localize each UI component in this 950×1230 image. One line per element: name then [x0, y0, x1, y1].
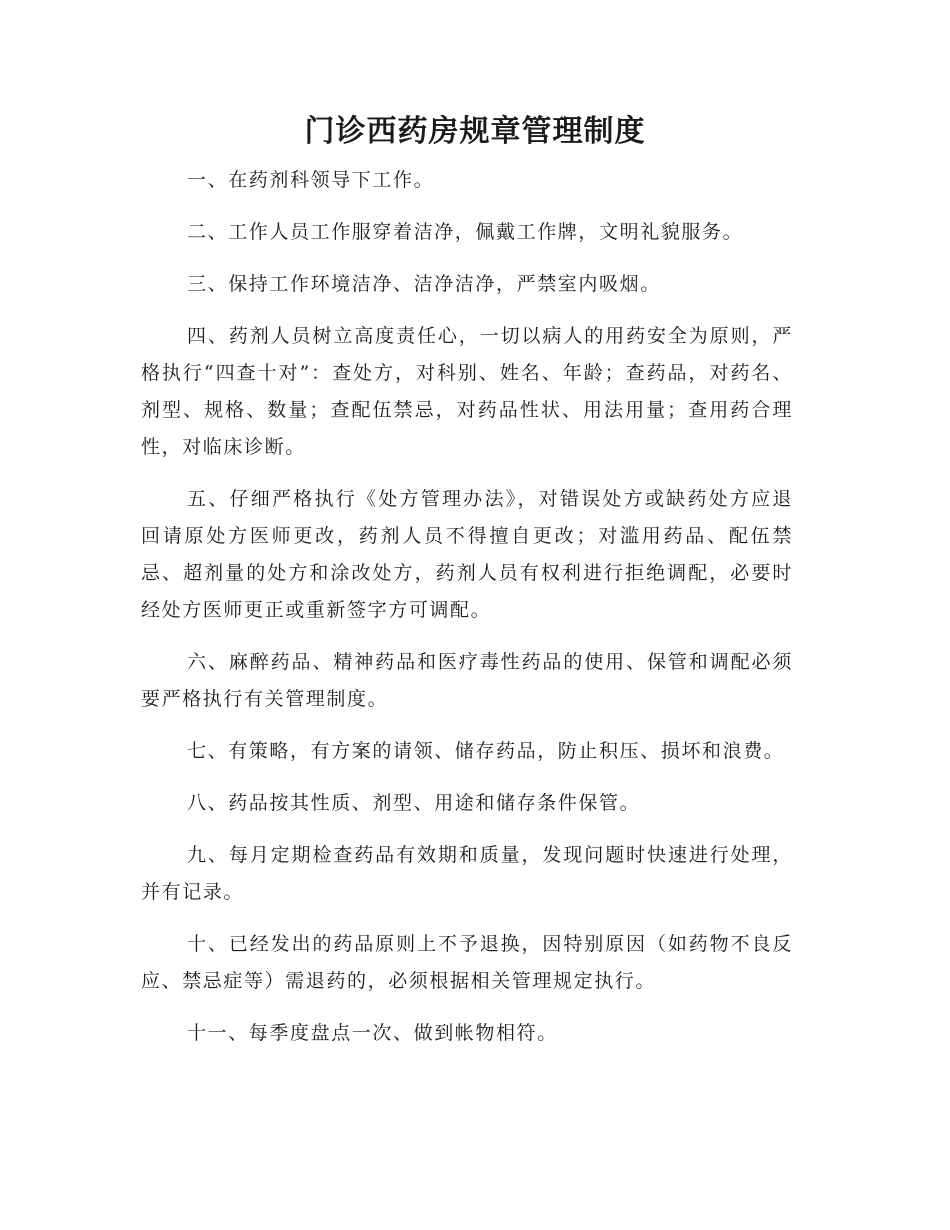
rule-paragraph-8: 八、药品按其性质、剂型、用途和储存条件保管。 [187, 792, 641, 814]
rule-paragraph-6: 六、麻醉药品、精神药品和医疗毒性药品的使用、保管和调配必须要严格执行有关管理制度。 [141, 651, 793, 710]
rule-paragraph-7: 七、有策略，有方案的请领、储存药品，防止积压、损坏和浪费。 [187, 740, 785, 762]
rule-paragraph-1: 一、在药剂科领导下工作。 [187, 169, 435, 191]
rule-paragraph-2: 二、工作人员工作服穿着洁净，佩戴工作牌，文明礼貌服务。 [187, 221, 744, 243]
rule-paragraph-5: 五、仔细严格执行《处方管理办法》，对错误处方或缺药处方应退回请原处方医师更改，药剂人员不得擅自更改；对滥用药品、配伍禁忌、超剂量的处方和涂改处方，药剂人员有权利进行拒绝调配，必要时经处方医师更正或重新签字方可调配。 [141, 488, 793, 621]
rule-paragraph-4: 四、药剂人员树立高度责任心，一切以病人的用药安全为原则，严格执行“四查十对”：查处方，对科别、姓名、年龄；查药品，对药名、剂型、规格、数量；查配伍禁忌，对药品性状、用法用量；查用药合理性，对临床诊断。 [141, 325, 793, 458]
rule-paragraph-10: 十、已经发出的药品原则上不予退换，因特别原因（如药物不良反应、禁忌症等）需退药的，必须根据相关管理规定执行。 [141, 933, 793, 992]
rule-paragraph-3: 三、保持工作环境洁净、洁净洁净，严禁室内吸烟。 [187, 273, 661, 295]
rule-paragraph-11: 十一、每季度盘点一次、做到帐物相符。 [187, 1022, 558, 1044]
document-body [141, 162, 793, 1067]
rule-paragraph-9: 九、每月定期检查药品有效期和质量，发现问题时快速进行处理，并有记录。 [141, 844, 793, 903]
document-title: 门诊西药房规章管理制度 [304, 114, 646, 149]
